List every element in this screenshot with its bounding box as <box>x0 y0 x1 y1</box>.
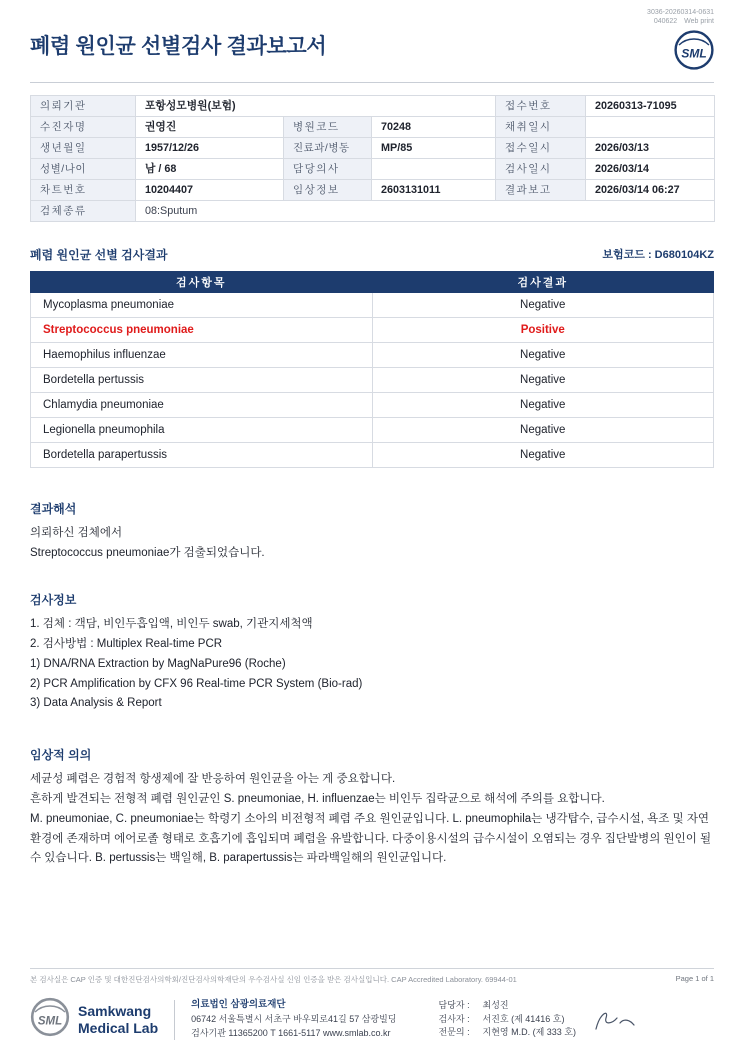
results-header-result: 검사결과 <box>372 271 714 292</box>
info-label-referral: 의뢰기관 <box>31 95 136 116</box>
info-row <box>31 116 715 137</box>
clinical-significance-section <box>30 746 714 869</box>
info-label-collection-time: 채취일시 <box>496 116 586 137</box>
result-item: Haemophilus influenzae <box>31 342 373 367</box>
info-label-test-time: 검사일시 <box>496 158 586 179</box>
signature-mark <box>590 1007 638 1040</box>
table-row <box>31 367 714 392</box>
footer-divider <box>174 1000 175 1040</box>
test-info-line: 2) PCR Amplification by CFX 96 Real-time PCR System (Bio-rad) <box>30 677 363 690</box>
svg-text:SML: SML <box>681 46 707 61</box>
result-item: Legionella pneumophila <box>31 417 373 442</box>
staff-value: 서진호 (제 41416 호) <box>482 1013 565 1024</box>
table-row <box>31 417 714 442</box>
results-header-item: 검사항목 <box>31 271 373 292</box>
test-info-line: 2. 검사방법 : Multiplex Real-time PCR <box>30 638 223 651</box>
sml-footer-logo-icon <box>30 997 70 1042</box>
staff-block <box>439 999 576 1041</box>
result-value: Negative <box>372 392 714 417</box>
staff-row <box>439 1026 576 1040</box>
info-row <box>31 137 715 158</box>
organization-name: 의료법인 삼광의료재단 <box>191 999 286 1011</box>
staff-label: 전문의 : <box>438 1027 470 1038</box>
info-label-chart-no: 차트번호 <box>31 179 136 200</box>
page-number: Page 1 of 1 <box>675 974 714 983</box>
result-item: Bordetella pertussis <box>31 367 373 392</box>
footer-brand <box>30 997 158 1042</box>
print-code: 3036-20260314-0631 <box>647 9 714 16</box>
patient-info-table <box>30 95 715 222</box>
organization-address: 06742 서울특별시 서초구 바우뫼로41길 57 삼광빌딩 <box>191 1013 397 1024</box>
results-section-header <box>30 246 714 263</box>
result-item: Bordetella parapertussis <box>31 442 373 467</box>
test-info-section <box>30 591 714 714</box>
info-label-receipt-no: 접수번호 <box>496 95 586 116</box>
organization-contact: 검사기관 11365200 T 1661-5117 www.smlab.co.kr <box>191 1027 391 1038</box>
result-item: Mycoplasma pneumoniae <box>31 292 373 317</box>
test-info-line: 1) DNA/RNA Extraction by MagNaPure96 (Roche) <box>30 657 286 670</box>
sml-logo-icon <box>674 30 714 75</box>
print-subcode: 040622 <box>653 18 678 26</box>
info-value-patient-name: 권영진 <box>136 116 284 137</box>
info-label-specimen: 검체종류 <box>31 200 136 221</box>
interpretation-section <box>30 500 714 564</box>
info-label-patient-name: 수진자명 <box>31 116 136 137</box>
result-item: Chlamydia pneumoniae <box>31 392 373 417</box>
info-value-specimen: 08:Sputum <box>136 200 715 221</box>
page-title: 폐렴 원인균 선별검사 결과보고서 <box>30 35 327 58</box>
test-info-line: 1. 검체 : 객담, 비인두흡입액, 비인두 swab, 기관지세척액 <box>30 618 313 631</box>
info-label-birth-date: 생년월일 <box>31 137 136 158</box>
info-value-department: MP/85 <box>372 137 496 158</box>
info-row <box>31 200 715 221</box>
print-mode: Web print <box>684 18 714 26</box>
print-info <box>647 8 714 27</box>
clinical-line: M. pneumoniae, C. pneumoniae는 학령기 소아의 비전형적 폐렴 주요 원인균입니다. L. pneumophila는 냉각탑수, 급수시설, 욕조 및 자연환경에 존재하며 에어로졸 형태로 호흡기에 흡입되며 폐렴을 유발합니다. 다중이용시설의 급수시설이 오염되는 경우 집단발병의 원인이 될 수 있습니다. B. pertussis는 백일해, B. parapertussis는 파라백일해의 원인균입니다. <box>30 812 712 865</box>
staff-value: 최성진 <box>482 999 509 1010</box>
info-label-receipt-time: 접수일시 <box>496 137 586 158</box>
staff-label: 담당자 : <box>438 999 470 1010</box>
results-header-row <box>31 271 714 292</box>
test-info-line: 3) Data Analysis & Report <box>30 697 162 710</box>
interpretation-title: 결과해석 <box>30 501 77 516</box>
report-header <box>30 0 714 75</box>
report-footer <box>30 968 714 1042</box>
info-value-receipt-time: 2026/03/13 <box>586 137 715 158</box>
staff-row <box>439 999 576 1013</box>
result-value: Positive <box>372 317 714 342</box>
info-row <box>31 179 715 200</box>
table-row-positive <box>31 317 714 342</box>
table-row <box>31 342 714 367</box>
table-row <box>31 392 714 417</box>
print-subline <box>647 17 714 26</box>
info-value-clinical-info: 2603131011 <box>372 179 496 200</box>
info-value-referral: 포항성모병원(보험) <box>136 95 496 116</box>
result-value: Negative <box>372 442 714 467</box>
info-value-test-time: 2026/03/14 <box>586 158 715 179</box>
info-value-doctor <box>372 158 496 179</box>
header-right <box>647 8 714 75</box>
clinical-line: 세균성 폐렴은 경험적 항생제에 잘 반응하여 원인균을 아는 게 중요합니다. <box>30 773 396 786</box>
info-label-hospital-code: 병원코드 <box>284 116 372 137</box>
table-row <box>31 292 714 317</box>
clinical-significance-title: 임상적 의의 <box>30 748 92 763</box>
info-value-report-time: 2026/03/14 06:27 <box>586 179 715 200</box>
staff-value: 지현영 M.D. (제 333 호) <box>482 1027 576 1038</box>
result-value: Negative <box>372 367 714 392</box>
info-label-doctor: 담당의사 <box>284 158 372 179</box>
info-row <box>31 158 715 179</box>
staff-row <box>439 1013 576 1027</box>
info-value-sex-age: 남 / 68 <box>136 158 284 179</box>
footer-brand-name <box>78 1003 158 1035</box>
brand-line-1: Samkwang <box>78 1003 152 1020</box>
result-value: Negative <box>372 342 714 367</box>
certification-text: 본 검사실은 CAP 인증 및 대한진단검사의학회/진단검사의학재단의 우수검사실 신임 인증을 받은 검사실입니다. CAP Accredited Laboratory. 69944-01 <box>30 975 517 984</box>
clinical-line: 흔하게 발견되는 전형적 폐렴 원인균인 S. pneumoniae, H. influenzae는 비인두 집락균으로 해석에 주의를 요합니다. <box>30 793 605 805</box>
result-value: Negative <box>372 417 714 442</box>
info-row <box>31 95 715 116</box>
info-value-chart-no: 10204407 <box>136 179 284 200</box>
interpretation-line: 의뢰하신 검체에서 <box>30 526 123 539</box>
interpretation-line: Streptococcus pneumoniae가 검출되었습니다. <box>30 546 265 559</box>
info-value-birth-date: 1957/12/26 <box>136 137 284 158</box>
certification-row <box>30 968 714 985</box>
info-value-collection-time <box>586 116 715 137</box>
insurance-code: 보험코드 : D680104KZ <box>602 249 714 262</box>
header-divider <box>30 82 714 83</box>
info-label-department: 진료과/병동 <box>284 137 372 158</box>
results-section-title: 폐렴 원인균 선별 검사결과 <box>30 247 168 262</box>
company-row <box>30 997 714 1042</box>
results-table <box>30 271 714 468</box>
info-value-hospital-code: 70248 <box>372 116 496 137</box>
organization-block <box>191 998 396 1041</box>
result-value: Negative <box>372 292 714 317</box>
result-item: Streptococcus pneumoniae <box>31 317 373 342</box>
info-value-receipt-no: 20260313-71095 <box>586 95 715 116</box>
svg-text:SML: SML <box>37 1015 63 1028</box>
staff-label: 검사자 : <box>438 1013 470 1024</box>
info-label-clinical-info: 임상정보 <box>284 179 372 200</box>
test-info-title: 검사정보 <box>30 593 77 608</box>
table-row <box>31 442 714 467</box>
info-label-sex-age: 성별/나이 <box>31 158 136 179</box>
info-label-report-time: 결과보고 <box>496 179 586 200</box>
brand-line-2: Medical Lab <box>78 1019 159 1036</box>
